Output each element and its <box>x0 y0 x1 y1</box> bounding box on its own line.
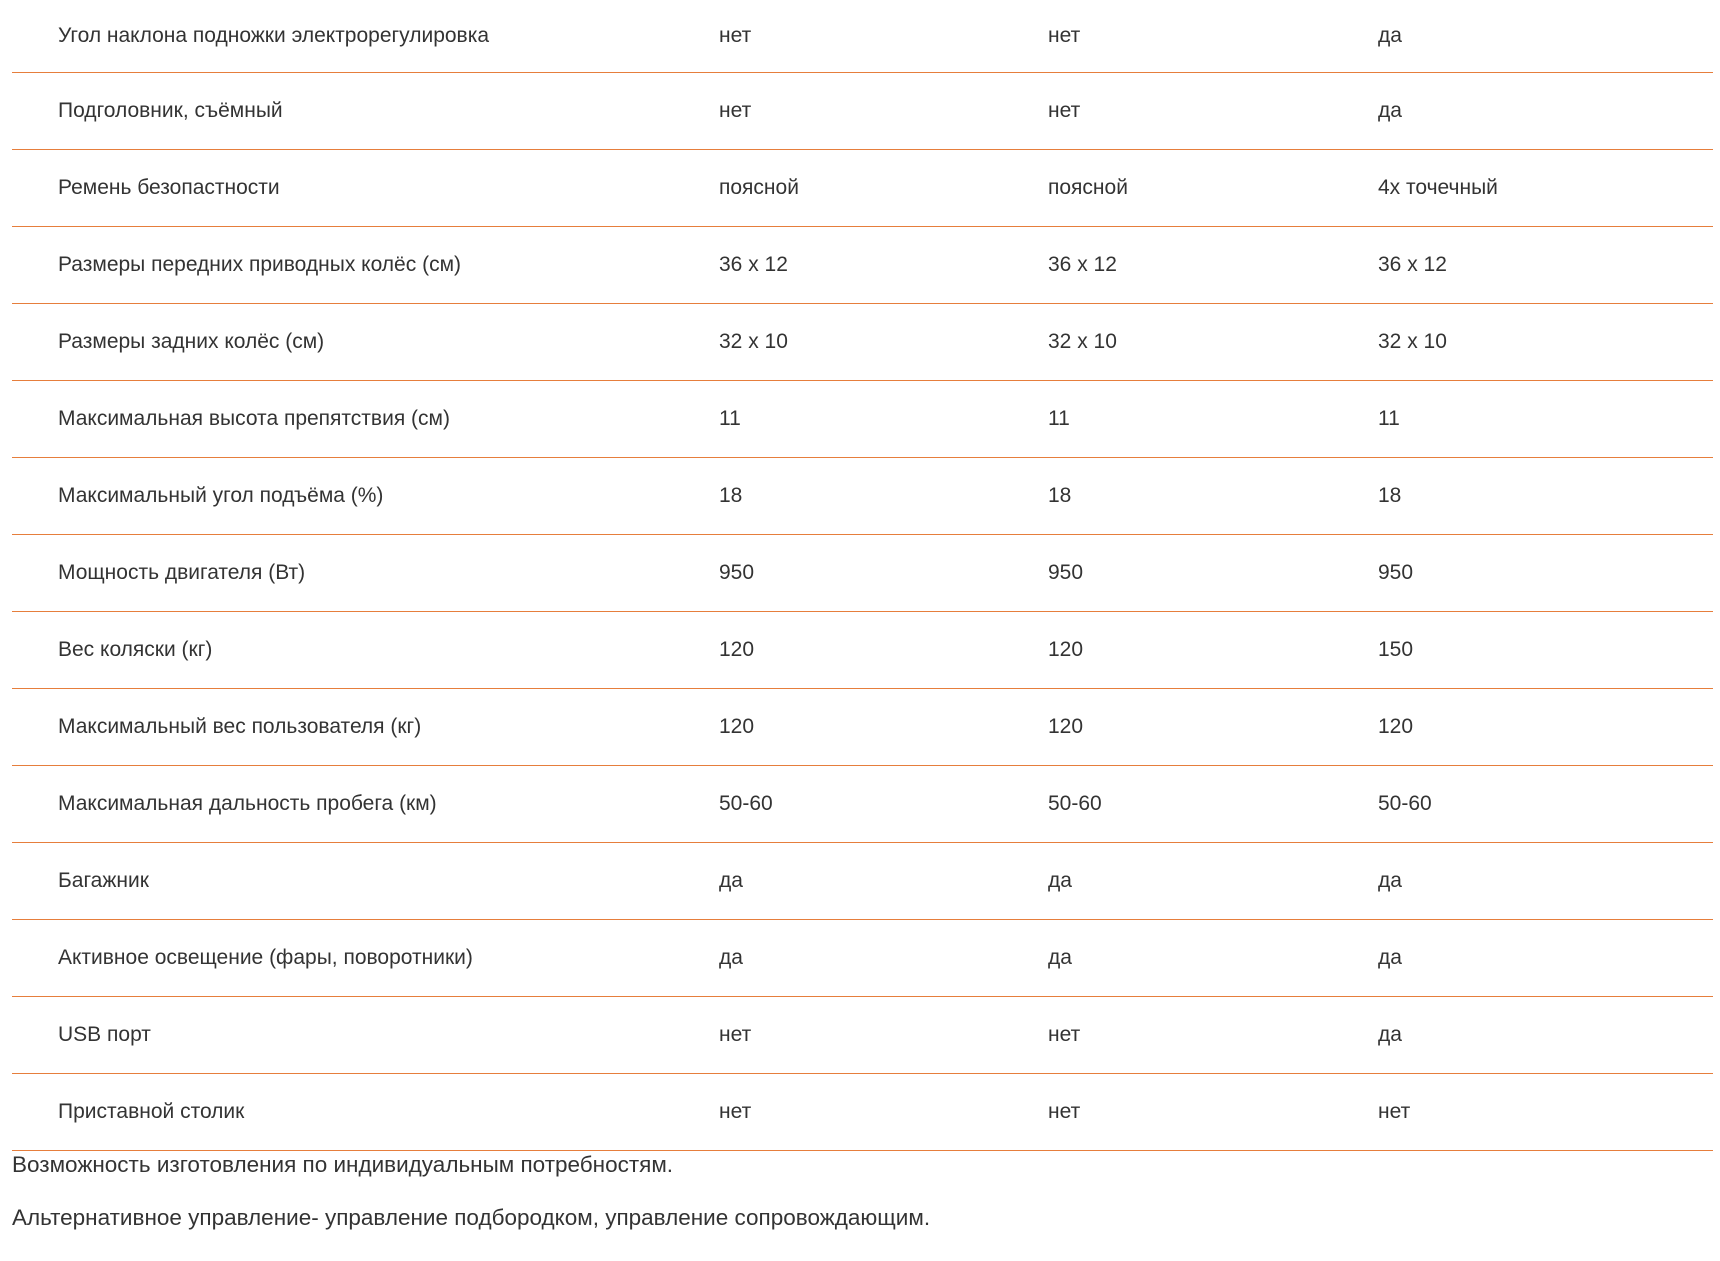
spec-value-model-1: 36 х 12 <box>719 227 1048 304</box>
table-row <box>12 689 1713 766</box>
table-row <box>12 766 1713 843</box>
note-custom-manufacturing: Возможность изготовления по индивидуальным потребностям. <box>12 1152 674 1177</box>
spec-value-model-2: да <box>1048 843 1378 920</box>
spec-value-model-2: 18 <box>1048 458 1378 535</box>
spec-value-model-3: да <box>1378 843 1713 920</box>
spec-value-model-2: нет <box>1048 0 1378 73</box>
table-row <box>12 150 1713 227</box>
spec-label: Мощность двигателя (Вт) <box>12 535 719 612</box>
table-row <box>12 381 1713 458</box>
spec-label: Ремень безопастности <box>12 150 719 227</box>
spec-value-model-3: 32 х 10 <box>1378 304 1713 381</box>
spec-table-body <box>12 0 1713 1151</box>
table-row <box>12 612 1713 689</box>
spec-value-model-3: нет <box>1378 1074 1713 1151</box>
spec-value-model-1: нет <box>719 0 1048 73</box>
table-row <box>12 458 1713 535</box>
spec-value-model-3: 50-60 <box>1378 766 1713 843</box>
table-row <box>12 73 1713 150</box>
spec-table <box>12 0 1713 1151</box>
spec-value-model-2: 32 х 10 <box>1048 304 1378 381</box>
spec-label: Багажник <box>12 843 719 920</box>
spec-value-model-2: 950 <box>1048 535 1378 612</box>
table-row <box>12 920 1713 997</box>
spec-value-model-1: нет <box>719 997 1048 1074</box>
spec-value-model-3: 11 <box>1378 381 1713 458</box>
spec-value-model-1: 32 х 10 <box>719 304 1048 381</box>
spec-label: Максимальный вес пользователя (кг) <box>12 689 719 766</box>
spec-value-model-1: нет <box>719 73 1048 150</box>
spec-value-model-1: 120 <box>719 612 1048 689</box>
table-row <box>12 997 1713 1074</box>
table-row <box>12 535 1713 612</box>
spec-label: Размеры передних приводных колёс (см) <box>12 227 719 304</box>
table-row <box>12 227 1713 304</box>
spec-value-model-3: 150 <box>1378 612 1713 689</box>
spec-label: Угол наклона подножки электрорегулировка <box>12 0 719 73</box>
spec-value-model-1: да <box>719 920 1048 997</box>
spec-value-model-3: да <box>1378 73 1713 150</box>
spec-value-model-3: да <box>1378 997 1713 1074</box>
spec-label: Максимальный угол подъёма (%) <box>12 458 719 535</box>
spec-value-model-3: 18 <box>1378 458 1713 535</box>
spec-value-model-3: 950 <box>1378 535 1713 612</box>
spec-value-model-1: нет <box>719 1074 1048 1151</box>
spec-label: Размеры задних колёс (см) <box>12 304 719 381</box>
table-row <box>12 304 1713 381</box>
spec-value-model-2: 50-60 <box>1048 766 1378 843</box>
spec-value-model-2: да <box>1048 920 1378 997</box>
spec-value-model-2: 120 <box>1048 612 1378 689</box>
spec-value-model-2: нет <box>1048 73 1378 150</box>
spec-value-model-1: 950 <box>719 535 1048 612</box>
spec-value-model-3: 120 <box>1378 689 1713 766</box>
spec-value-model-2: нет <box>1048 1074 1378 1151</box>
spec-value-model-1: поясной <box>719 150 1048 227</box>
table-row <box>12 1074 1713 1151</box>
spec-value-model-1: 120 <box>719 689 1048 766</box>
spec-label: Активное освещение (фары, поворотники) <box>12 920 719 997</box>
spec-value-model-2: поясной <box>1048 150 1378 227</box>
spec-value-model-3: 4х точечный <box>1378 150 1713 227</box>
spec-label: Максимальная дальность пробега (км) <box>12 766 719 843</box>
spec-value-model-1: 50-60 <box>719 766 1048 843</box>
spec-value-model-3: да <box>1378 920 1713 997</box>
spec-label: Подголовник, съёмный <box>12 73 719 150</box>
spec-value-model-1: 18 <box>719 458 1048 535</box>
table-row <box>12 0 1713 73</box>
note-alternative-control: Альтернативное управление- управление подбородком, управление сопровождающим. <box>12 1205 931 1230</box>
spec-value-model-3: да <box>1378 0 1713 73</box>
spec-value-model-2: 36 х 12 <box>1048 227 1378 304</box>
spec-label: Вес коляски (кг) <box>12 612 719 689</box>
spec-value-model-1: да <box>719 843 1048 920</box>
spec-label: Приставной столик <box>12 1074 719 1151</box>
spec-value-model-1: 11 <box>719 381 1048 458</box>
spec-value-model-2: нет <box>1048 997 1378 1074</box>
table-row <box>12 843 1713 920</box>
spec-value-model-2: 11 <box>1048 381 1378 458</box>
spec-label: Максимальная высота препятствия (см) <box>12 381 719 458</box>
spec-value-model-3: 36 х 12 <box>1378 227 1713 304</box>
spec-label: USB порт <box>12 997 719 1074</box>
spec-value-model-2: 120 <box>1048 689 1378 766</box>
